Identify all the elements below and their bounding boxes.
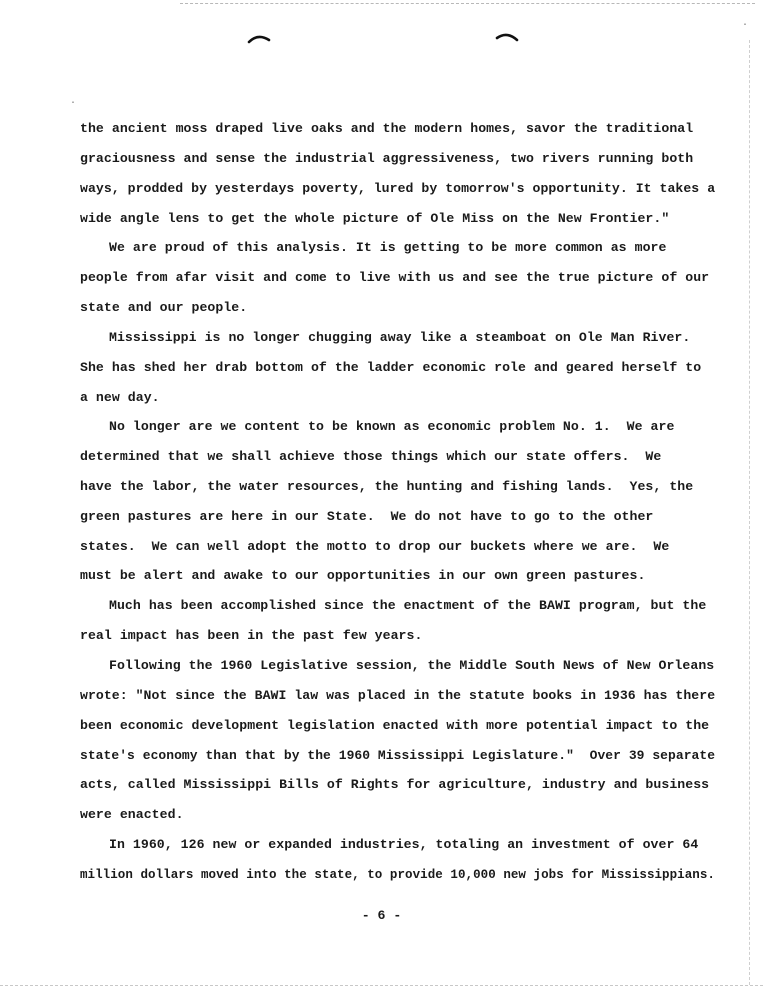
- paragraph-start-line: No longer are we content to be known as economic problem No. 1. We are: [109, 419, 675, 434]
- text-line: wrote: "Not since the BAWI law was placed in the statute books in 1936 has there: [80, 688, 716, 703]
- text-line: people from afar visit and come to live with us and see the true picture of our: [80, 270, 710, 285]
- text-line: graciousness and sense the industrial aggressiveness, two rivers running both: [80, 151, 694, 166]
- text-line: real impact has been in the past few years.: [80, 628, 423, 643]
- scan-top-edge: [180, 3, 755, 4]
- text-line: been economic development legislation enacted with more potential impact to the: [80, 718, 710, 733]
- text-line: She has shed her drab bottom of the ladder economic role and geared herself to: [80, 360, 702, 375]
- scan-speck: ·: [70, 98, 77, 109]
- text-line: states. We can well adopt the motto to drop our buckets where we are. We: [80, 539, 670, 554]
- text-line: ways, prodded by yesterdays poverty, lured by tomorrow's opportunity. It takes a: [80, 181, 716, 196]
- binder-clip-mark-right: [495, 32, 519, 42]
- text-line: state's economy than that by the 1960 Mississippi Legislature." Over 39 separate: [80, 748, 716, 763]
- text-line: the ancient moss draped live oaks and the modern homes, savor the traditional: [80, 121, 694, 136]
- text-line: acts, called Mississippi Bills of Rights for agriculture, industry and business: [80, 777, 710, 792]
- scan-right-edge: [749, 40, 750, 985]
- text-line: were enacted.: [80, 807, 184, 822]
- binder-clip-mark-left: [247, 34, 271, 44]
- text-line: state and our people.: [80, 300, 248, 315]
- text-line: a new day.: [80, 390, 160, 405]
- paragraph-start-line: Mississippi is no longer chugging away like a steamboat on Ole Man River.: [109, 330, 691, 345]
- text-line: million dollars moved into the state, to provide 10,000 new jobs for Mississippians.: [80, 867, 715, 882]
- text-line: must be alert and awake to our opportunities in our own green pastures.: [80, 568, 646, 583]
- paragraph-start-line: We are proud of this analysis. It is getting to be more common as more: [109, 240, 667, 255]
- text-line: green pastures are here in our State. We do not have to go to the other: [80, 509, 654, 524]
- paragraph-start-line: In 1960, 126 new or expanded industries, totaling an investment of over 64: [109, 837, 699, 852]
- text-line: have the labor, the water resources, the hunting and fishing lands. Yes, the: [80, 479, 694, 494]
- scan-bottom-edge: [0, 985, 763, 986]
- text-line: wide angle lens to get the whole picture of Ole Miss on the New Frontier.": [80, 211, 670, 226]
- scan-speck: ·: [742, 20, 749, 31]
- paragraph-start-line: Much has been accomplished since the enactment of the BAWI program, but the: [109, 598, 707, 613]
- text-line: determined that we shall achieve those things which our state offers. We: [80, 449, 662, 464]
- paragraph-start-line: Following the 1960 Legislative session, the Middle South News of New Orleans: [109, 658, 715, 673]
- page-number: - 6 -: [361, 908, 402, 923]
